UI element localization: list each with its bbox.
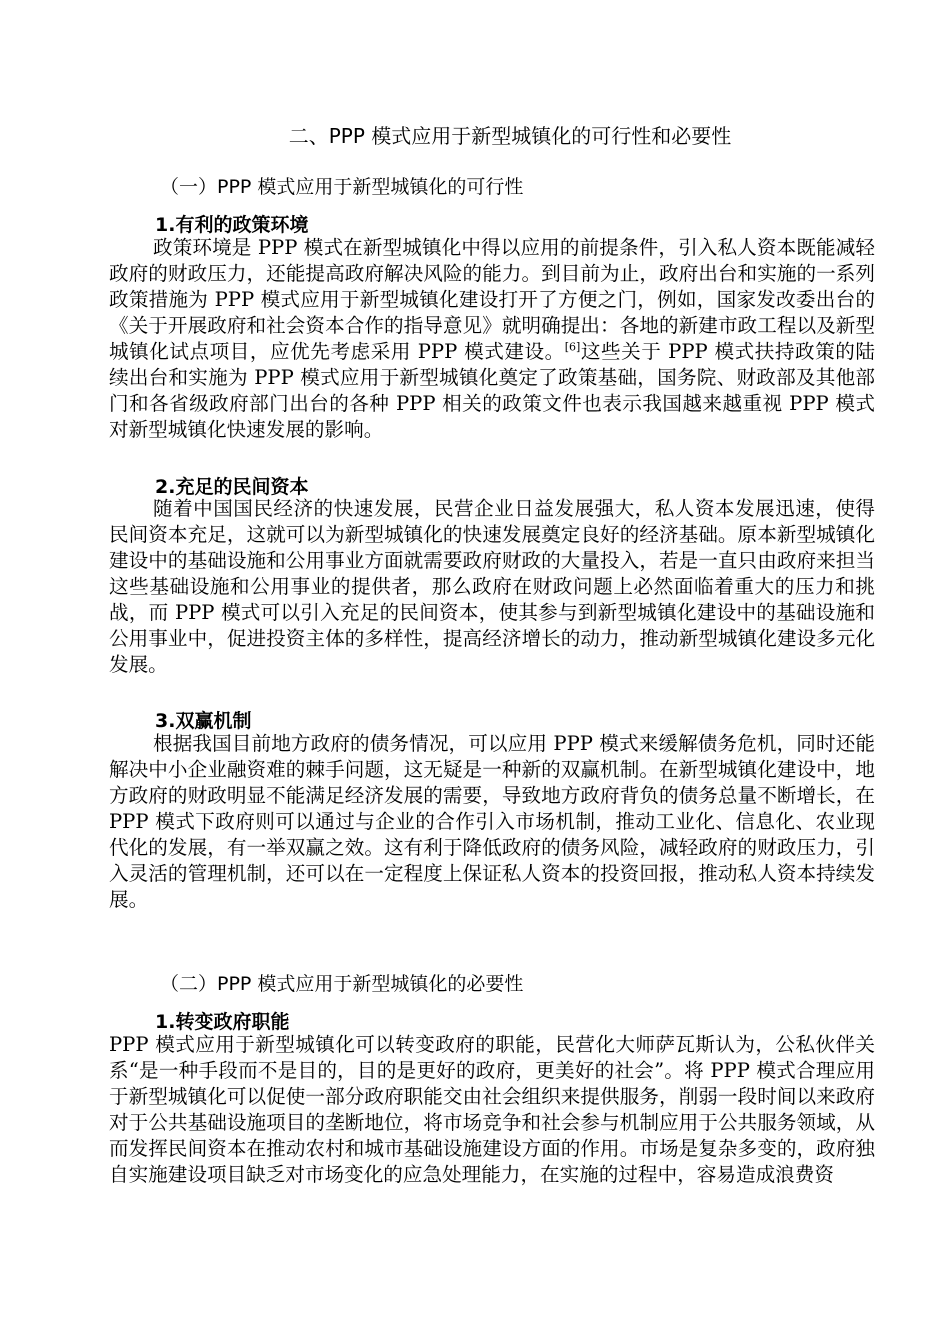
paragraph-private-capital: 随着中国国民经济的快速发展，民营企业日益发展强大，私人资本发展迅速，使得民间资本充足，这就可以为新型城镇化的快速发展奠定良好的经济基础。原本新型城镇化建设中的基础设施和公用事业方面就需要政府财政的大量投入，若是一直只由政府来担当这些基础设施和公用事业的提供者，那么政府在财政问题上必然面临着重大的压力和挑战，而 PPP 模式可以引入充足的民间资本，使其参与到新型城镇化建设中的基础设施和公用事业中，促进投资主体的多样性，提高经济增长的动力，推动新型城镇化建设多元化发展。 [109, 497, 875, 676]
citation-ref: [6] [564, 340, 581, 354]
subheading-policy-environment: 1.有利的政策环境 [155, 214, 309, 236]
paragraph-win-win: 根据我国目前地方政府的债务情况，可以应用 PPP 模式来缓解债务危机，同时还能解决中小企业融资难的棘手问题，这无疑是一种新的双赢机制。在新型城镇化建设中，地方政府的财政明显不能满足经济发展的需要，导致地方政府背负的债务总量不断增长，在 PPP 模式下政府则可以通过与企业的合作引入市场机制，推动工业化、信息化、农业现代化的发展，有一举双赢之效。这有利于降低政府的债务风险，减轻政府的财政压力，引入灵活的管理机制，还可以在一定程度上保证私人资本的投资回报，推动私人资本持续发展。 [109, 732, 875, 911]
section-heading-feasibility: （一）PPP 模式应用于新型城镇化的可行性 [160, 176, 524, 198]
paragraph-policy-environment-text-b: 这些关于 PPP 模式扶持政策的陆续出台和实施为 PPP 模式应用于新型城镇化奠定了政策基础，国务院、财政部及其他部门和各省级政府部门出台的各种 PPP 相关的政策文件也表示我国越来越重视 PPP 模式对新型城镇化快速发展的影响。 [109, 340, 875, 441]
subheading-private-capital: 2.充足的民间资本 [155, 476, 309, 498]
page-title: 二、PPP 模式应用于新型城镇化的可行性和必要性 [288, 124, 732, 148]
paragraph-policy-environment [109, 235, 875, 443]
subheading-government-function: 1.转变政府职能 [155, 1011, 290, 1033]
subheading-win-win: 3.双赢机制 [155, 710, 252, 732]
paragraph-policy-environment-text-a: 政策环境是 PPP 模式在新型城镇化中得以应用的前提条件，引入私人资本既能减轻政府的财政压力，还能提高政府解决风险的能力。到目前为止，政府出台和实施的一系列政策措施为 PPP 模式应用于新型城镇化建设打开了方便之门，例如，国家发改委出台的《关于开展政府和社会资本合作的指导意见》就明确提出：各地的新建市政工程以及新型城镇化试点项目，应优先考虑采用 PPP 模式建设。 [109, 236, 875, 363]
paragraph-government-function: PPP 模式应用于新型城镇化可以转变政府的职能，民营化大师萨瓦斯认为，公私伙伴关系“是一种手段而不是目的，目的是更好的政府，更美好的社会”。将 PPP 模式合理应用于新型城镇化可以促使一部分政府职能交由社会组织来提供服务，削弱一段时间以来政府对于公共基础设施项目的垄断地位，将市场竞争和社会参与机制应用于公共服务领域，从而发挥民间资本在推动农村和城市基础设施建设方面的作用。市场是复杂多变的，政府独自实施建设项目缺乏对市场变化的应急处理能力，在实施的过程中，容易造成浪费资 [109, 1033, 875, 1186]
section-heading-necessity: （二）PPP 模式应用于新型城镇化的必要性 [160, 973, 524, 995]
